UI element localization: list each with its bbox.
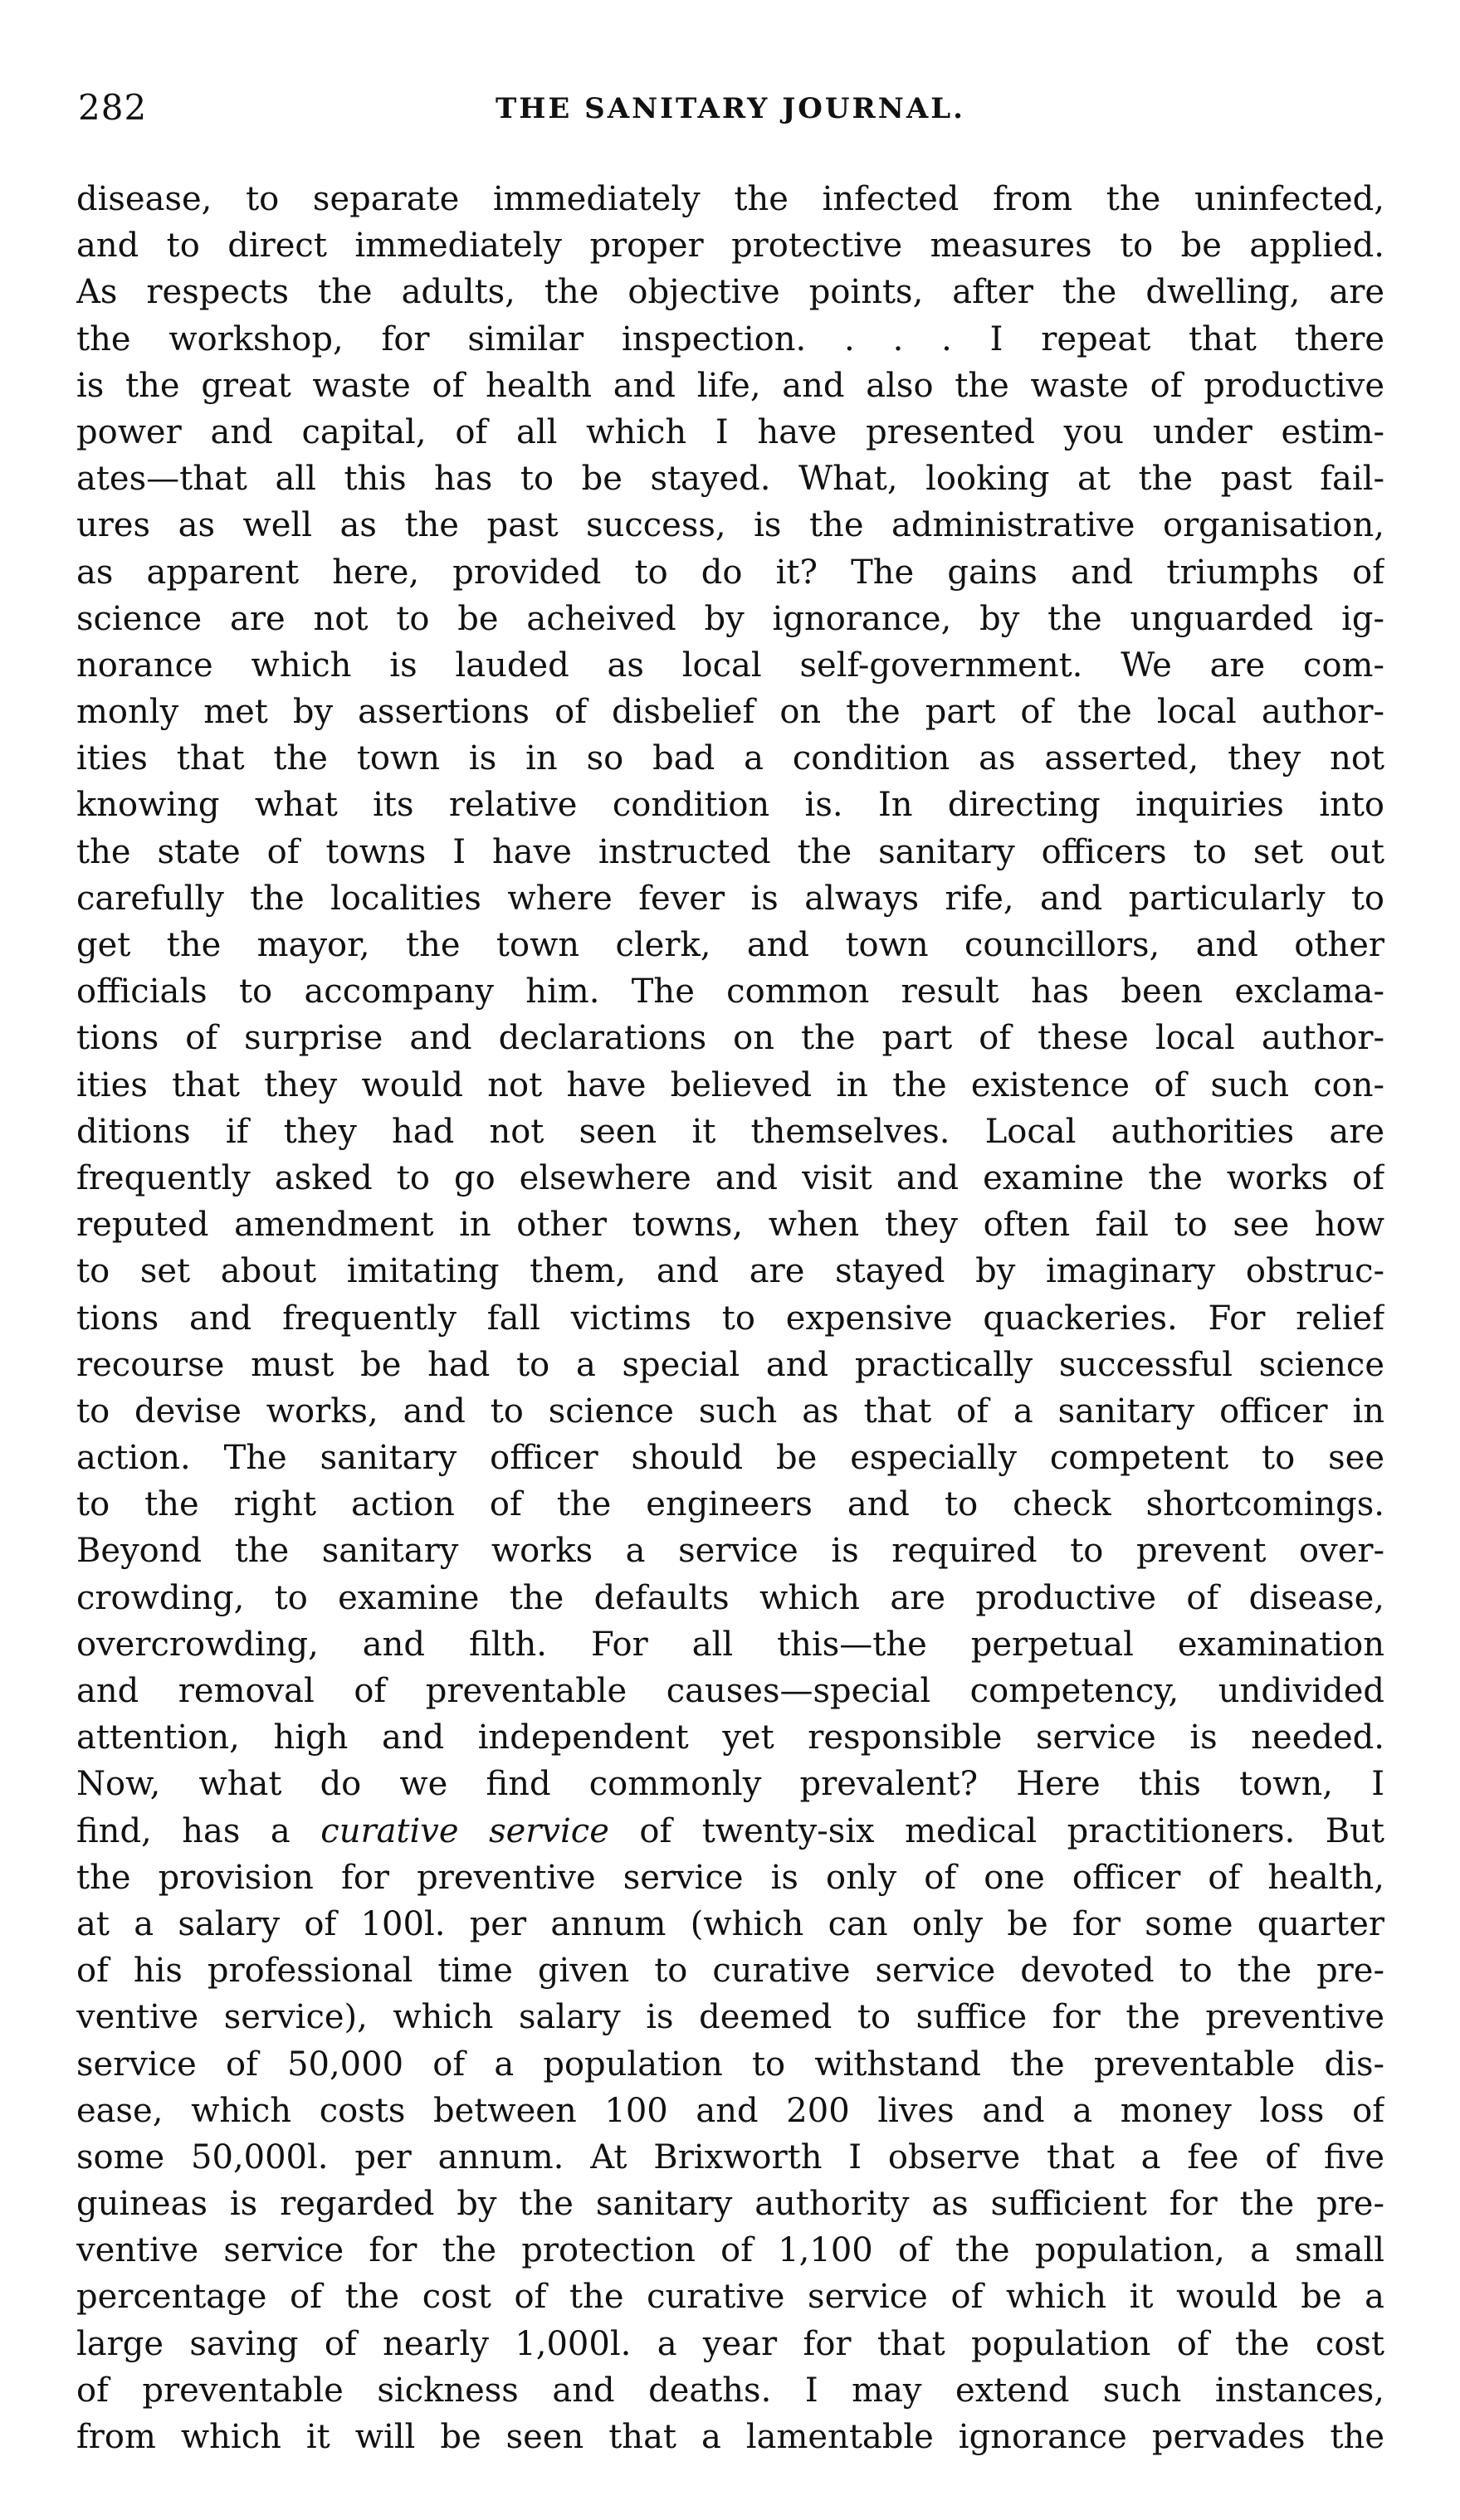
page-number: 282 bbox=[78, 87, 148, 128]
text-run: find, has a bbox=[76, 1811, 321, 1850]
text-line: and removal of preventable causes—special competency, undivided bbox=[76, 1672, 1384, 1710]
text-line: the provision for preventive service is only of one officer of health, bbox=[76, 1858, 1384, 1897]
text-line: the workshop, for similar inspection. . . . I repeat that there bbox=[76, 319, 1384, 358]
text-line: disease, to separate immediately the infected from the uninfected, bbox=[76, 180, 1384, 218]
text-line: norance which is lauded as local self-government. We are com- bbox=[76, 646, 1384, 685]
text-line: crowding, to examine the defaults which are productive of disease, bbox=[76, 1578, 1384, 1617]
body-text bbox=[76, 176, 1384, 2460]
text-line: to set about imitating them, and are stayed by imaginary obstruc- bbox=[76, 1252, 1384, 1291]
text-line: attention, high and independent yet responsible service is needed. bbox=[76, 1718, 1384, 1757]
text-line: from which it will be seen that a lamentable ignorance pervades the bbox=[76, 2418, 1384, 2456]
text-line: overcrowding, and filth. For all this—the perpetual examination bbox=[76, 1625, 1384, 1664]
text-run: of twenty-six medical practitioners. But bbox=[608, 1811, 1384, 1850]
text-line: ities that they would not have believed in the existence of such con- bbox=[76, 1065, 1384, 1104]
text-line: some 50,000l. per annum. At Brixworth I observe that a fee of five bbox=[76, 2137, 1384, 2176]
text-line: as apparent here, provided to do it? The gains and triumphs of bbox=[76, 553, 1384, 592]
text-line: monly met by assertions of disbelief on the part of the local author- bbox=[76, 693, 1384, 732]
text-line: is the great waste of health and life, and also the waste of productive bbox=[76, 366, 1384, 405]
text-line: ures as well as the past success, is the administrative organisation, bbox=[76, 506, 1384, 545]
text-line: guineas is regarded by the sanitary authority as sufficient for the pre- bbox=[76, 2185, 1384, 2224]
text-line: to devise works, and to science such as that of a sanitary officer in bbox=[76, 1392, 1384, 1431]
text-line: of preventable sickness and deaths. I may extend such instances, bbox=[76, 2371, 1384, 2410]
text-line: the state of towns I have instructed the sanitary officers to set out bbox=[76, 832, 1384, 871]
text-line: Now, what do we find commonly prevalent? Here this town, I bbox=[76, 1765, 1384, 1804]
text-line: get the mayor, the town clerk, and town councillors, and other bbox=[76, 926, 1384, 964]
text-line: at a salary of 100l. per annum (which can only be for some quarter bbox=[76, 1904, 1384, 1943]
text-line: knowing what its relative condition is. In directing inquiries into bbox=[76, 786, 1384, 825]
text-line: large saving of nearly 1,000l. a year for that population of the cost bbox=[76, 2324, 1384, 2363]
text-line bbox=[76, 1808, 1384, 1855]
text-line: frequently asked to go elsewhere and visit and examine the works of bbox=[76, 1158, 1384, 1197]
text-line: to the right action of the engineers and to check shortcomings. bbox=[76, 1485, 1384, 1524]
text-line: ates—that all this has to be stayed. What, looking at the past fail- bbox=[76, 460, 1384, 499]
text-line: ease, which costs between 100 and 200 lives and a money loss of bbox=[76, 2091, 1384, 2130]
text-line: power and capital, of all which I have presented you under estim- bbox=[76, 412, 1384, 451]
text-line: ventive service for the protection of 1,100 of the population, a small bbox=[76, 2231, 1384, 2270]
text-line: tions and frequently fall victims to expensive quackeries. For relief bbox=[76, 1299, 1384, 1338]
text-line: percentage of the cost of the curative service of which it would be a bbox=[76, 2278, 1384, 2317]
text-line: science are not to be acheived by ignorance, by the unguarded ig- bbox=[76, 599, 1384, 638]
text-line: carefully the localities where fever is always rife, and particularly to bbox=[76, 879, 1384, 918]
text-line: recourse must be had to a special and practically successful science bbox=[76, 1345, 1384, 1384]
running-head bbox=[75, 87, 1386, 137]
italic-phrase: curative service bbox=[320, 1811, 609, 1850]
text-line: ventive service), which salary is deemed to suffice for the preventive bbox=[76, 1998, 1384, 2037]
text-line: reputed amendment in other towns, when they often fail to see how bbox=[76, 1206, 1384, 1245]
text-line: and to direct immediately proper protective measures to be applied. bbox=[76, 227, 1384, 266]
journal-title: THE SANITARY JOURNAL. bbox=[495, 92, 966, 125]
text-line: ditions if they had not seen it themselves. Local authorities are bbox=[76, 1112, 1384, 1151]
text-line: Beyond the sanitary works a service is required to prevent over- bbox=[76, 1532, 1384, 1571]
text-line: ities that the town is in so bad a condition as asserted, they not bbox=[76, 739, 1384, 778]
text-line: of his professional time given to curative service devoted to the pre- bbox=[76, 1952, 1384, 1991]
text-line: service of 50,000 of a population to withstand the preventable dis- bbox=[76, 2045, 1384, 2084]
text-line: action. The sanitary officer should be especially competent to see bbox=[76, 1439, 1384, 1478]
text-line: As respects the adults, the objective points, after the dwelling, are bbox=[76, 273, 1384, 312]
text-line: tions of surprise and declarations on the part of these local author- bbox=[76, 1019, 1384, 1058]
text-line: officials to accompany him. The common result has been exclama- bbox=[76, 972, 1384, 1011]
